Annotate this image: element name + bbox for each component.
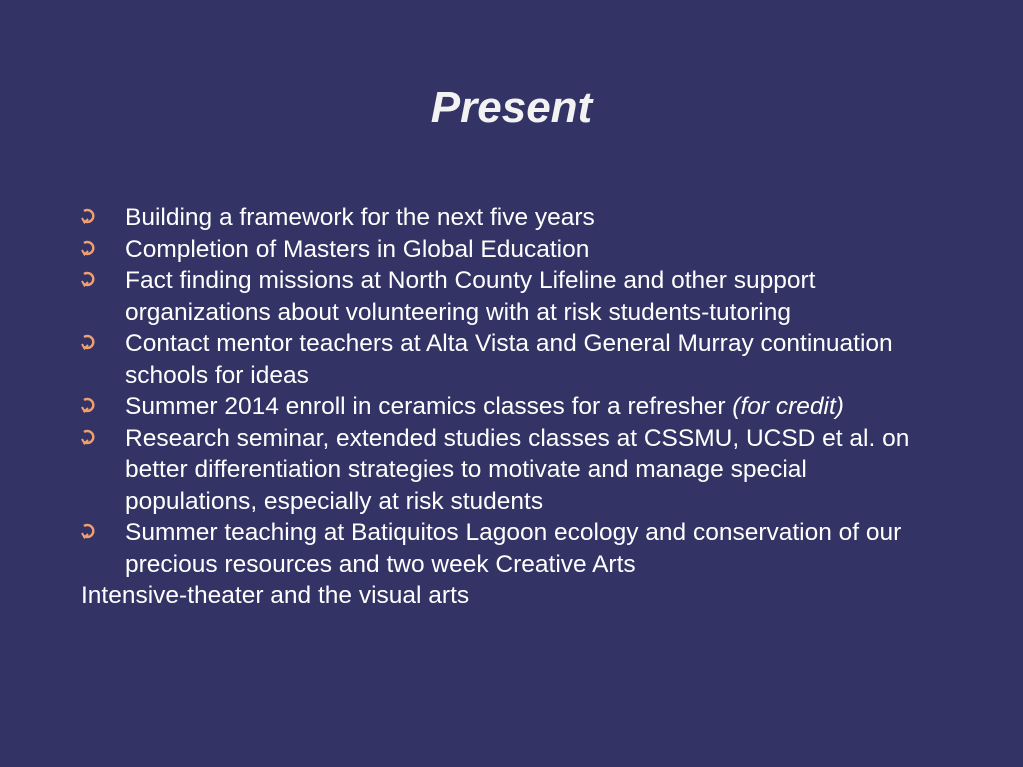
list-item	[81, 517, 941, 580]
curved-arrow-bullet-icon	[81, 391, 105, 423]
curved-arrow-bullet-icon	[81, 328, 105, 360]
curved-arrow-bullet-icon	[81, 265, 105, 297]
bullet-text: Completion of Masters in Global Education	[125, 235, 590, 263]
curved-arrow-bullet-icon	[81, 423, 105, 455]
slide-content	[81, 202, 941, 612]
list-item	[81, 202, 941, 234]
bullet-text: Building a framework for the next five years	[125, 204, 595, 231]
bullet-list	[81, 202, 941, 580]
bullet-text: Summer teaching at Batiquitos Lagoon ecology and conservation of our precious resources and two week Creative Arts	[125, 519, 902, 578]
curved-arrow-bullet-icon	[81, 517, 105, 549]
list-item	[81, 328, 941, 391]
curved-arrow-bullet-icon	[81, 202, 105, 234]
list-item	[81, 265, 941, 328]
curved-arrow-bullet-icon	[81, 234, 105, 266]
list-item	[81, 423, 941, 518]
bullet-italic-text: (for credit)	[732, 393, 844, 420]
bullet-text: Summer 2014 enroll in ceramics classes for a refresher	[125, 393, 733, 420]
list-item	[81, 391, 941, 423]
bullet-text: Research seminar, extended studies classes at CSSMU, UCSD et al. on better differentiation strategies to motivate and manage special populations, especially at risk students	[125, 424, 910, 515]
trailing-text: Intensive-theater and the visual arts	[81, 582, 470, 609]
slide-title: Present	[430, 83, 593, 132]
bullet-text: Contact mentor teachers at Alta Vista and General Murray continuation schools for ideas	[125, 330, 893, 389]
bullet-text: Fact finding missions at North County Lifeline and other support organizations about volunteering with at risk students-tutoring	[125, 267, 816, 326]
list-item	[81, 234, 941, 266]
